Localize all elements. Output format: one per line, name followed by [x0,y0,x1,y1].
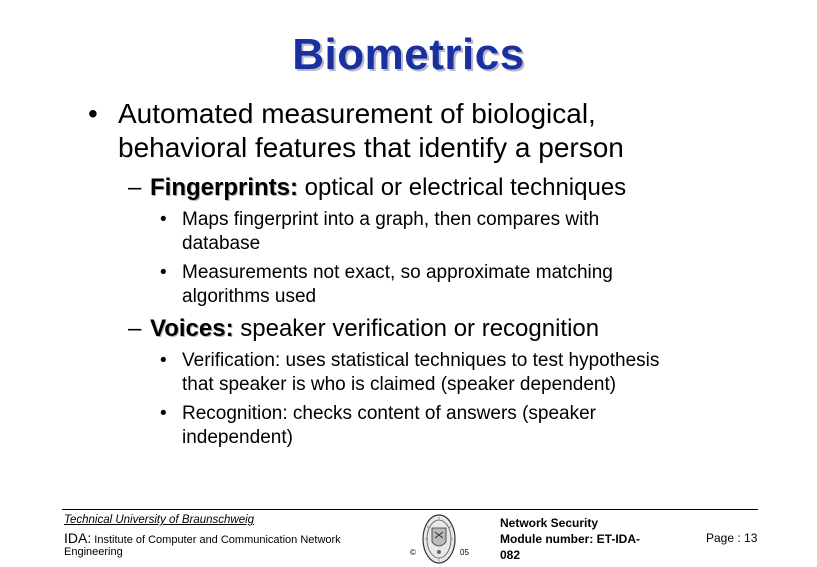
footer-institute-cont: Engineering [64,546,123,558]
footer-module: Module number: ET-IDA- [500,532,640,546]
detail-line1: Measurements not exact, so approximate matching [182,262,613,283]
dash-icon: – [128,174,142,201]
university-seal-icon [422,514,456,564]
main-point-line2: behavioral features that identify a person [118,132,624,163]
subpoint-text: optical or electrical techniques [298,174,627,201]
footer-university: Technical University of Braunschweig [64,514,255,526]
bullet-icon: • [160,403,167,424]
main-point [88,97,624,165]
footer-page-number: Page : 13 [706,531,758,545]
detail-line2: independent) [182,427,293,448]
bullet-icon: • [160,262,167,283]
footer-divider [62,509,758,510]
subpoint-fingerprints [128,174,627,202]
detail-item [160,261,613,309]
footer-course [500,515,676,563]
detail-line2: that speaker is who is claimed (speaker dependent) [182,374,617,395]
slide-title: Biometrics [292,30,525,79]
subpoint-term: Fingerprints: [150,174,298,201]
detail-item [160,349,660,397]
detail-item [160,402,596,450]
footer-ida-abbrev: IDA: [64,530,92,546]
detail-line2: database [182,233,261,254]
footer-module-cont: 082 [500,548,521,562]
bullet-icon: • [160,209,167,230]
footer-course-title: Network Security [500,516,599,530]
detail-line1: Recognition: checks content of answers (speaker [182,403,596,424]
detail-line1: Verification: uses statistical techniques to test hypothesis [182,350,660,371]
detail-item [160,208,600,256]
subpoint-voices [128,315,600,343]
footer-year: 05 [460,548,469,557]
subpoint-text: speaker verification or recognition [233,315,600,342]
bullet-icon: • [88,98,98,129]
footer-institute-name: Institute of Computer and Communication Network [91,534,341,546]
main-point-line1: Automated measurement of biological, [118,98,596,129]
detail-line2: algorithms used [182,286,317,307]
bullet-icon: • [160,350,167,371]
footer-institute [64,530,341,546]
detail-line1: Maps fingerprint into a graph, then compares with [182,209,600,230]
subpoint-term: Voices: [150,315,234,342]
footer-copyright: © [410,548,416,557]
dash-icon: – [128,315,142,342]
